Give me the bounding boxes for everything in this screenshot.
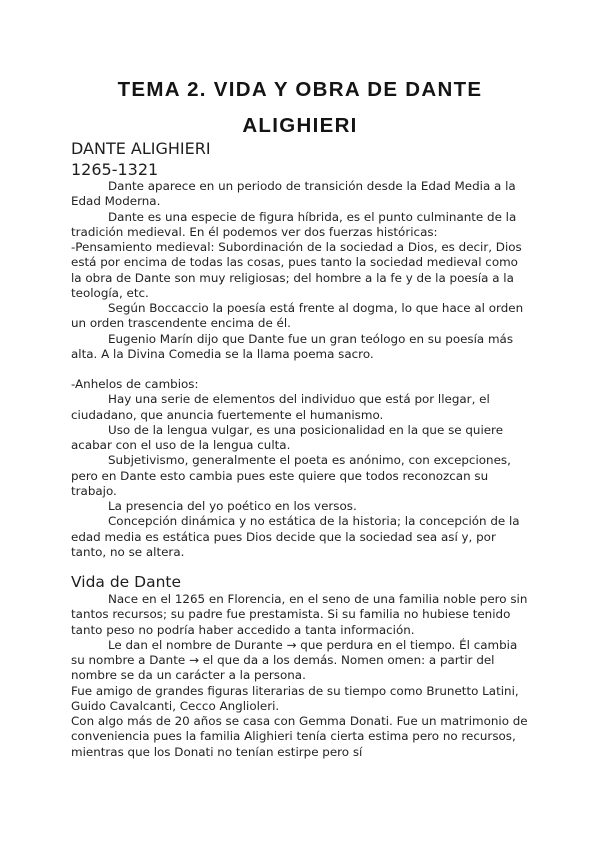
paragraph-lengua-vulgar: Uso de la lengua vulgar, es una posicionalidad en la que se quiere acabar con el uso de la lengua culta.: [71, 422, 504, 452]
paragraph-spacer: [71, 362, 529, 377]
page-title: [60, 72, 540, 144]
paragraph-transicion: Dante aparece en un periodo de transición desde la Edad Media a la Edad Moderna.: [71, 179, 516, 209]
paragraph-concepcion-dinamica: Concepción dinámica y no estática de la historia; la concepción de la edad media es estática pues Dios decide que la sociedad sea así y, por tanto, no se altera.: [71, 514, 520, 559]
document-body: [71, 179, 529, 760]
paragraph-nacimiento: Nace en el 1265 en Florencia, en el seno de una familia noble pero sin tantos recursos; su padre fue prestamista. Si su familia no hubiese tenido tanto peso no podría haber accedido a tanta información.: [71, 592, 528, 637]
title-line-2: ALIGHIERI: [242, 114, 358, 137]
paragraph-eugenio-marin: Eugenio Marín dijo que Dante fue un gran teólogo en su poesía más alta. A la Divina Comedia se la llama poema sacro.: [71, 331, 514, 361]
paragraph-yo-poetico: La presencia del yo poético en los versos.: [108, 499, 357, 513]
paragraph-individuo: Hay una serie de elementos del individuo que está por llegar, el ciudadano, que anuncia fuertemente el humanismo.: [71, 392, 490, 422]
paragraph-pensamiento-medieval: -Pensamiento medieval: Subordinación de la sociedad a Dios, es decir, Dios está por encima de todas las cosas, pues tanto la sociedad medieval como la obra de Dante son muy religiosas; del hombre a la fe y de la poesía a la teología, etc.: [71, 240, 522, 300]
paragraph-subjetivismo: Subjetivismo, generalmente el poeta es anónimo, con excepciones, pero en Dante esto cambia pues este quiere que todos reconozcan su trabajo.: [71, 453, 511, 498]
paragraph-nombre: Le dan el nombre de Durante → que perdura en el tiempo. Él cambia su nombre a Dante → el que da a los demás. Nomen omen: a partir del nombre se da un carácter a la persona.: [71, 637, 518, 683]
paragraph-figura-hibrida: Dante es una especie de figura híbrida, es el punto culminante de la tradición medieval. En él podemos ver dos fuerzas históricas:: [71, 209, 517, 239]
paragraph-anhelos: -Anhelos de cambios:: [71, 377, 199, 391]
paragraph-boccaccio: Según Boccaccio la poesía está frente al dogma, lo que hace al orden un orden trascendente encima de él.: [71, 301, 524, 331]
author-heading: DANTE ALIGHIERI: [71, 139, 211, 158]
paragraph-matrimonio: Con algo más de 20 años se casa con Gemma Donati. Fue un matrimonio de conveniencia pues la familia Alighieri tenía cierta estima pero no recursos, mientras que los Donati no tenían estirpe pero sí: [71, 714, 528, 759]
title-line-1: TEMA 2. VIDA Y OBRA DE DANTE: [117, 78, 483, 101]
years-heading: 1265-1321: [71, 160, 159, 179]
paragraph-amigos: Fue amigo de grandes figuras literarias de su tiempo como Brunetto Latini, Guido Cavalcanti, Cecco Anglioleri.: [71, 683, 519, 713]
section-heading-vida: Vida de Dante: [71, 573, 182, 591]
